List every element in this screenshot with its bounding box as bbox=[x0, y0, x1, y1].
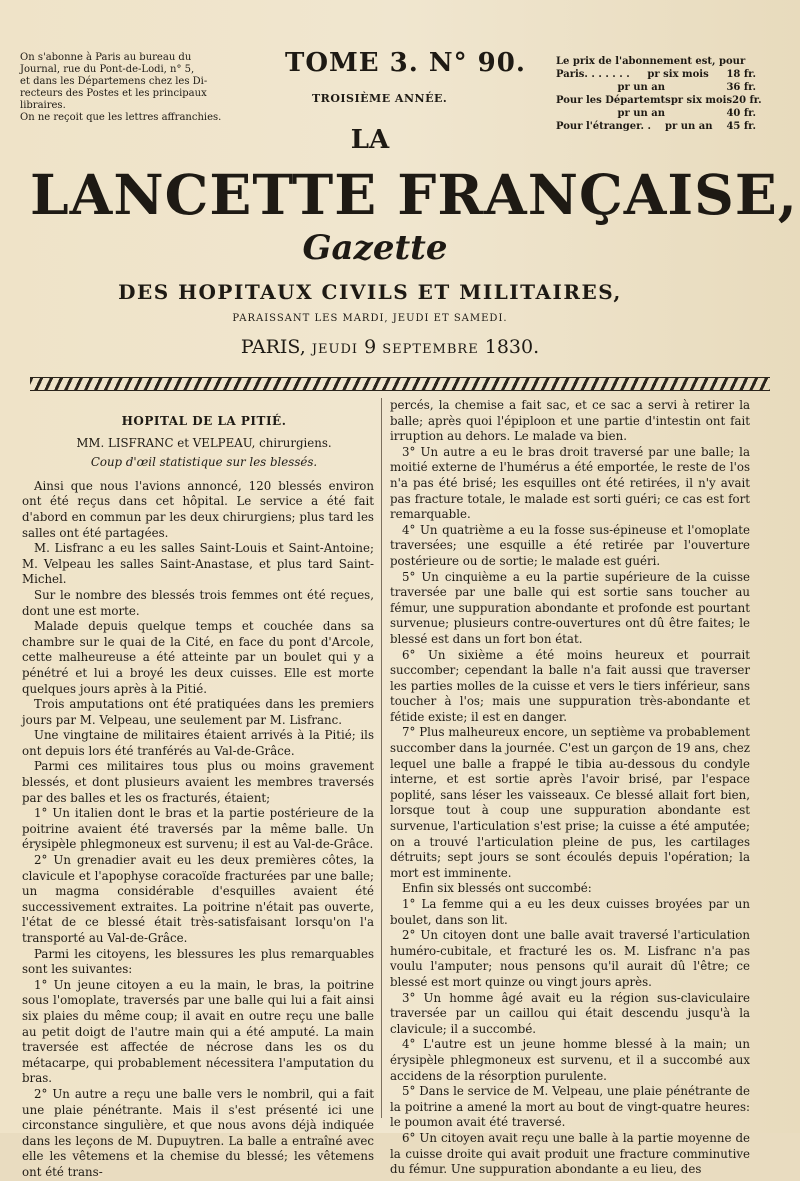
volume-number: TOME 3. N° 90. bbox=[285, 48, 526, 78]
subscription-line: recteurs des Postes et les principaux bbox=[20, 88, 207, 99]
paragraph: Sur le nombre des blessés trois femmes ont été reçues, dont une est morte. bbox=[22, 587, 374, 618]
paragraph: 3° Un autre a eu le bras droit traversé par une balle; la moitié externe de l'humérus a été emportée, le reste de l'os n'a pas été brisé; les esquilles ont été retirées, il n'y avait pas fracture totale, le malade est sorti guéri; ce cas est fort remarquable. bbox=[390, 444, 750, 522]
price-value: 36 fr. bbox=[726, 82, 756, 93]
price-period: pr six mois bbox=[647, 69, 709, 80]
masthead-subtitle: DES HOPITAUX CIVILS ET MILITAIRES, bbox=[118, 280, 622, 304]
subscription-info bbox=[20, 52, 225, 124]
paragraph: percés, la chemise a fait sac, et ce sac a servi à retirer la balle; après quoi l'épiploon et une partie d'intestin ont fait irruption au dehors. Le malade va bien. bbox=[390, 398, 750, 444]
paragraph: 2° Un citoyen dont une balle avait traversé l'articulation huméro-cubitale, et fracturé les os. M. Lisfranc n'a pas voulu l'amputer; nous pensons qu'il aurait dû l'être; ce blessé est mort quinze ou vingt jours après. bbox=[390, 928, 750, 989]
subscription-line: On s'abonne à Paris au bureau du bbox=[20, 52, 192, 63]
paragraph: Une vingtaine de militaires étaient arrivés à la Pitié; ils ont depuis lors été tranférés au Val-de-Grâce. bbox=[22, 728, 374, 758]
dateline-year: 1830. bbox=[484, 336, 540, 358]
masthead-article: LA bbox=[350, 125, 390, 155]
column-left bbox=[22, 398, 374, 1181]
paragraph: 5° Dans le service de M. Velpeau, une plaie pénétrante de la poitrine a amené la mort au bout de vingt-quatre heures: le poumon avait été traversé. bbox=[390, 1084, 750, 1130]
subscription-line: On ne reçoit que les lettres affranchies. bbox=[20, 112, 222, 123]
subscription-line: libraires. bbox=[20, 100, 66, 111]
paragraph: 6° Un sixième a été moins heureux et pourrait succomber; cependant la balle n'a fait aussi que traverser les parties molles de la cuisse et vers le tiers inférieur, sans toucher à l'os; mais une suppuration très-abondante et fétide existe; il est en danger. bbox=[390, 647, 750, 724]
subscription-line: Journal, rue du Pont-de-Lodi, n° 5, bbox=[20, 64, 195, 75]
paragraph: 4° L'autre est un jeune homme blessé à la main; un érysipèle phlegmoneux est survenu, et il a succombé aux accidens de la résorption purulente. bbox=[390, 1037, 750, 1083]
dateline-month: SEPTEMBRE bbox=[382, 342, 479, 357]
paragraph: Parmi ces militaires tous plus ou moins gravement blessés, et dont plusieurs avaient les membres traversés par des balles et les os fracturés, étaient; bbox=[22, 759, 374, 805]
price-label: Pour l'étranger. . bbox=[556, 121, 651, 132]
paragraph: 2° Un autre a reçu une balle vers le nombril, qui a fait une plaie pénétrante. Mais il s'est présenté ici une circonstance singulière, et que nous avons déjà indiquée dans les leçons de M. Dupuytren. La balle a entraîné avec elle les vêtemens et la chemise du blessé; les vêtemens ont été trans- bbox=[22, 1086, 374, 1179]
price-label: Paris. . . . . . . bbox=[556, 69, 630, 80]
year-label: TROISIÈME ANNÉE. bbox=[312, 92, 448, 105]
ornamental-rule bbox=[30, 377, 770, 391]
paragraph: 1° Un italien dont le bras et la partie postérieure de la poitrine avaient été traversés par la même balle. Un érysipèle phlegmoneux est survenu; il est au Val-de-Grâce. bbox=[22, 806, 374, 852]
article-surgeons: MM. LISFRANC et VELPEAU, chirurgiens. bbox=[76, 435, 332, 450]
price-value: 18 fr. bbox=[726, 69, 756, 80]
price-value: 40 fr. bbox=[726, 108, 756, 119]
article-subheading: Coup d'œil statistique sur les blessés. bbox=[90, 455, 318, 470]
paragraph: Ainsi que nous l'avions annoncé, 120 blessés environ ont été reçus dans cet hôpital. Le service a été fait d'abord en commun par les deux chirurgiens; plus tard les salles ont été partagées. bbox=[22, 478, 374, 540]
price-label: Pour les Départemts bbox=[556, 95, 671, 106]
price-period: pr un an bbox=[617, 108, 665, 119]
article-heading: HOPITAL DE LA PITIÉ. bbox=[121, 414, 287, 428]
paragraph: Parmi les citoyens, les blessures les plus remarquables sont les suivantes: bbox=[22, 946, 374, 977]
paragraph: 5° Un cinquième a eu la partie supérieure de la cuisse traversée par une balle qui est sortie sans toucher au fémur, une suppuration abondante et profonde est pourtant survenue; plusieurs contre-ouvertures ont dû être faites; le blessé est dans un fort bon état. bbox=[390, 569, 750, 646]
price-period: pr un an bbox=[617, 82, 665, 93]
price-row bbox=[556, 120, 756, 133]
paragraph: 1° Un jeune citoyen a eu la main, le bras, la poitrine sous l'omoplate, traversés par une balle qui lui a fait ainsi six plaies du même coup; il avait en outre reçu une balle au petit doigt de l'autre main qui a été amputé. La main traversée est affectée de nécrose dans les os du métacarpe, qui probablement nécessitera l'amputation du bras. bbox=[22, 977, 374, 1086]
price-period: pr un an bbox=[664, 121, 713, 132]
paragraph: Trois amputations ont été pratiquées dans les premiers jours par M. Velpeau, une seulement par M. Lisfranc. bbox=[22, 697, 374, 727]
subscription-line: et dans les Départemens chez les Di- bbox=[20, 76, 208, 87]
paragraph: 6° Un citoyen avait reçu une balle à la partie moyenne de la cuisse droite qui avait produit une fracture comminutive du fémur. Une suppuration abondante a eu lieu, des bbox=[390, 1130, 750, 1177]
dateline-weekday: JEUDI bbox=[311, 342, 359, 357]
paragraph: 3° Un homme âgé avait eu la région sus-claviculaire traversée par un caillou qui était descendu jusqu'à la clavicule; il a succombé. bbox=[390, 990, 750, 1036]
price-row bbox=[556, 68, 756, 81]
price-row bbox=[556, 94, 762, 107]
paragraph: 2° Un grenadier avait eu les deux premières côtes, la clavicule et l'apophyse coracoïde fracturées par une balle; un magma considérable d'esquilles avaient été successivement extraites. La poitrine n'était pas ouverte, l'état de ce blessé était très-satisfaisant lorsqu'on l'a transporté au Val-de-Grâce. bbox=[22, 853, 374, 945]
paragraph: M. Lisfranc a eu les salles Saint-Louis et Saint-Antoine; M. Velpeau les salles Saint-Anastase, et plus tard Saint-Michel. bbox=[22, 541, 374, 587]
price-title: Le prix de l'abonnement est, pour bbox=[556, 56, 746, 67]
price-period: pr six mois bbox=[670, 95, 733, 106]
paragraph: 7° Plus malheureux encore, un septième va probablement succomber dans la journée. C'est un garçon de 19 ans, chez lequel une balle a frappé le tibia au-dessous du condyle interne, et est sortie après l'avoir brisé, par l'espace poplité, sans léser les vaisseaux. Ce blessé allait fort bien, lorsque tout à coup une suppuration abondante est survenue, l'articulation s'est prise; la cuisse a été amputée; on a trouvé l'articulation pleine de pus, les cartilages détruits; sept jours se sont écoulés depuis l'opération; la mort est imminente. bbox=[390, 725, 750, 880]
publication-schedule: PARAISSANT LES MARDI, JEUDI ET SAMEDI. bbox=[232, 313, 508, 324]
price-row bbox=[556, 81, 756, 94]
paragraph: 1° La femme qui a eu les deux cuisses broyées par un boulet, dans son lit. bbox=[390, 897, 750, 927]
column-right bbox=[390, 398, 750, 1178]
price-value: 45 fr. bbox=[726, 121, 756, 132]
price-value: 20 fr. bbox=[732, 95, 762, 106]
column-divider bbox=[381, 398, 382, 1118]
dateline bbox=[180, 336, 600, 358]
paragraph: 4° Un quatrième a eu la fosse sus-épineuse et l'omoplate traversées; une esquille a été retirée par l'ouverture postérieure ou de sortie; le malade est guéri. bbox=[390, 522, 750, 568]
dateline-city: PARIS, bbox=[240, 336, 306, 358]
paragraph: Enfin six blessés ont succombé: bbox=[402, 881, 592, 896]
price-info bbox=[556, 55, 762, 133]
price-row bbox=[556, 107, 756, 120]
masthead-gazette: Gazette bbox=[302, 228, 448, 268]
dateline-day: 9 bbox=[364, 336, 377, 358]
paragraph: Malade depuis quelque temps et couchée dans sa chambre sur le quai de la Cité, en face du pont d'Arcole, cette malheureuse a été atteinte par un boulet qui y a pénétré et lui a broyé les deux cuisses. Elle est morte quelques jours après à la Pitié. bbox=[22, 619, 374, 696]
masthead-title: LANCETTE FRANÇAISE, bbox=[30, 162, 798, 227]
